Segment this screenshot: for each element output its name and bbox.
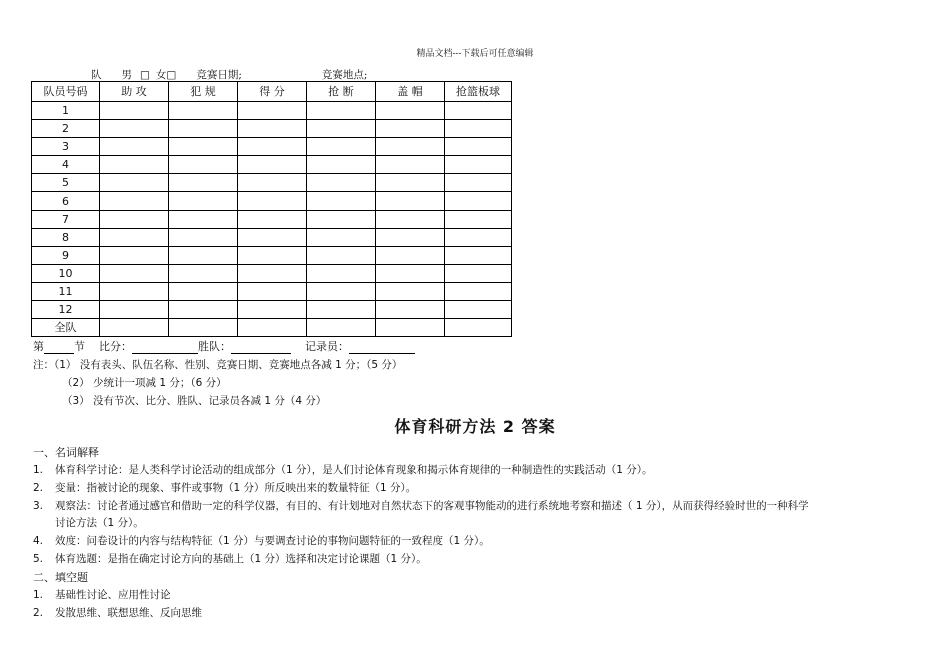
stat-cell[interactable] — [307, 282, 376, 300]
stat-cell[interactable] — [445, 156, 512, 174]
stat-cell[interactable] — [376, 319, 445, 337]
stat-cell[interactable] — [238, 246, 307, 264]
stat-cell[interactable] — [445, 102, 512, 120]
table-row — [32, 120, 512, 138]
stat-cell[interactable] — [445, 210, 512, 228]
section-1-title: 一、名词解释 — [33, 446, 99, 459]
table-row — [32, 282, 512, 300]
table-row — [32, 192, 512, 210]
stat-cell[interactable] — [238, 156, 307, 174]
col-header: 助 攻 — [100, 82, 169, 102]
document-title: 体育科研方法 2 答案 — [394, 417, 556, 436]
stat-cell[interactable] — [100, 301, 169, 319]
stat-cell[interactable] — [169, 282, 238, 300]
stat-cell[interactable] — [445, 174, 512, 192]
recorder-label: 记录员： — [305, 340, 349, 353]
stat-cell[interactable] — [169, 120, 238, 138]
definition-item: 3. 观察法：讨论者通过感官和借助一定的科学仪器，有目的、有计划地对自然状态下的客观事物能动的进行系统地考察和描述（ 1 分），从而获得经验时世的一种科学 — [33, 500, 809, 512]
stat-cell[interactable] — [376, 174, 445, 192]
stat-cell[interactable] — [376, 156, 445, 174]
stat-cell[interactable] — [169, 210, 238, 228]
section-2-title: 二、填空题 — [33, 571, 88, 584]
col-header: 抢篮板球 — [445, 82, 512, 102]
stat-cell[interactable] — [169, 174, 238, 192]
player-number-cell: 2 — [32, 120, 100, 138]
recorder-blank[interactable] — [349, 341, 415, 354]
table-row — [32, 210, 512, 228]
stat-cell[interactable] — [376, 282, 445, 300]
winner-blank[interactable] — [231, 341, 291, 354]
stat-cell[interactable] — [376, 102, 445, 120]
definition-item: 4. 效度：问卷设计的内容与结构特征（1 分）与要调查讨论的事物问题特征的一致程度（1 分）。 — [33, 535, 490, 547]
player-number-cell: 11 — [32, 282, 100, 300]
stat-cell[interactable] — [100, 319, 169, 337]
stat-cell[interactable] — [307, 120, 376, 138]
score-label: 比分： — [99, 340, 132, 353]
stat-cell[interactable] — [100, 246, 169, 264]
stat-cell[interactable] — [445, 319, 512, 337]
stat-cell[interactable] — [376, 228, 445, 246]
stat-cell[interactable] — [100, 282, 169, 300]
form-header-line — [33, 67, 427, 82]
table-row — [32, 138, 512, 156]
stat-cell[interactable] — [238, 301, 307, 319]
stat-cell[interactable] — [307, 228, 376, 246]
stat-cell[interactable] — [307, 210, 376, 228]
stat-cell[interactable] — [100, 120, 169, 138]
score-line — [33, 338, 415, 354]
definition-item: 5. 体育选题：是指在确定讨论方向的基础上（1 分）选择和决定讨论课题（1 分）。 — [33, 553, 427, 565]
stat-cell[interactable] — [445, 192, 512, 210]
stat-cell[interactable] — [169, 246, 238, 264]
stat-cell[interactable] — [445, 282, 512, 300]
female-checkbox[interactable]: □ — [166, 69, 177, 81]
venue-label: 竞赛地点; — [321, 69, 368, 81]
period-label: 节 — [74, 340, 85, 353]
player-number-cell: 全队 — [32, 319, 100, 337]
stat-cell[interactable] — [445, 246, 512, 264]
stat-cell[interactable] — [445, 301, 512, 319]
stat-cell[interactable] — [307, 246, 376, 264]
stat-cell[interactable] — [307, 264, 376, 282]
player-number-cell: 1 — [32, 102, 100, 120]
stat-cell[interactable] — [238, 192, 307, 210]
note-1: 注：（1） 没有表头、队伍名称、性别、竞赛日期、竞赛地点各减 1 分；（5 分） — [33, 359, 403, 371]
player-number-cell: 10 — [32, 264, 100, 282]
period-blank[interactable] — [44, 341, 74, 354]
stat-cell[interactable] — [100, 156, 169, 174]
stat-cell[interactable] — [307, 138, 376, 156]
stat-cell[interactable] — [307, 102, 376, 120]
table-row — [32, 174, 512, 192]
definition-item-continuation: 讨论方法（1 分）。 — [55, 517, 144, 529]
player-number-cell: 6 — [32, 192, 100, 210]
definition-item: 1. 体育科学讨论：是人类科学讨论活动的组成部分（1 分），是人们讨论体育现象和揭示体育规律的一种制造性的实践活动（1 分）。 — [33, 464, 653, 476]
player-number-cell: 8 — [32, 228, 100, 246]
stat-cell[interactable] — [100, 174, 169, 192]
player-number-cell: 3 — [32, 138, 100, 156]
stat-cell[interactable] — [238, 102, 307, 120]
stat-cell[interactable] — [376, 264, 445, 282]
note-3: （3） 没有节次、比分、胜队、记录员各减 1 分（4 分） — [62, 395, 327, 407]
stat-cell[interactable] — [445, 138, 512, 156]
stat-cell[interactable] — [169, 264, 238, 282]
table-row — [32, 301, 512, 319]
player-number-cell: 7 — [32, 210, 100, 228]
stat-cell[interactable] — [238, 319, 307, 337]
stat-cell[interactable] — [100, 102, 169, 120]
col-header: 抢 断 — [307, 82, 376, 102]
stat-cell[interactable] — [376, 120, 445, 138]
col-header: 队员号码 — [32, 82, 100, 102]
stat-cell[interactable] — [169, 301, 238, 319]
stat-cell[interactable] — [307, 192, 376, 210]
stat-cell[interactable] — [100, 210, 169, 228]
stat-cell[interactable] — [307, 156, 376, 174]
stat-cell[interactable] — [445, 228, 512, 246]
period-prefix: 第 — [33, 340, 44, 353]
stat-cell[interactable] — [238, 264, 307, 282]
player-number-cell: 9 — [32, 246, 100, 264]
stat-cell[interactable] — [376, 301, 445, 319]
player-number-cell: 5 — [32, 174, 100, 192]
stat-cell[interactable] — [445, 264, 512, 282]
table-row — [32, 102, 512, 120]
stat-cell[interactable] — [238, 174, 307, 192]
col-header: 盖 帽 — [376, 82, 445, 102]
stats-table — [31, 81, 512, 337]
stat-cell[interactable] — [169, 102, 238, 120]
stat-cell[interactable] — [238, 282, 307, 300]
male-label: 男 — [121, 69, 132, 81]
stat-cell[interactable] — [169, 138, 238, 156]
stat-cell[interactable] — [376, 192, 445, 210]
stat-cell[interactable] — [238, 120, 307, 138]
table-header-row — [32, 82, 512, 102]
stat-cell[interactable] — [376, 210, 445, 228]
col-header: 犯 规 — [169, 82, 238, 102]
table-row — [32, 264, 512, 282]
stat-cell[interactable] — [307, 301, 376, 319]
date-label: 竞赛日期; — [196, 69, 242, 81]
team-label: 队 — [91, 69, 102, 81]
stat-cell[interactable] — [169, 319, 238, 337]
fill-in-item: 1. 基础性讨论、应用性讨论 — [33, 589, 171, 601]
definition-item: 2. 变量：指被讨论的现象、事件或事物（1 分）所反映出来的数量特征（1 分）。 — [33, 482, 417, 494]
stat-cell[interactable] — [169, 228, 238, 246]
stat-cell[interactable] — [100, 138, 169, 156]
note-2: （2） 少统计一项减 1 分；（6 分） — [62, 377, 227, 389]
player-number-cell: 12 — [32, 301, 100, 319]
stat-cell[interactable] — [238, 138, 307, 156]
stat-cell[interactable] — [376, 246, 445, 264]
stat-cell[interactable] — [307, 319, 376, 337]
female-label: 女 — [155, 69, 167, 81]
stat-cell[interactable] — [100, 228, 169, 246]
table-row — [32, 156, 512, 174]
page-header-note: 精品文档---下载后可任意编辑 — [416, 49, 534, 59]
stat-cell[interactable] — [445, 120, 512, 138]
stat-cell[interactable] — [376, 138, 445, 156]
fill-in-item: 2. 发散思维、联想思维、反向思维 — [33, 607, 202, 619]
stat-cell[interactable] — [307, 174, 376, 192]
stat-cell[interactable] — [238, 228, 307, 246]
table-row — [32, 246, 512, 264]
col-header: 得 分 — [238, 82, 307, 102]
stat-cell[interactable] — [169, 192, 238, 210]
score-blank[interactable] — [132, 341, 198, 354]
player-number-cell: 4 — [32, 156, 100, 174]
table-row — [32, 319, 512, 337]
stat-cell[interactable] — [100, 264, 169, 282]
stat-cell[interactable] — [238, 210, 307, 228]
male-checkbox[interactable]: □ — [140, 69, 150, 81]
winner-label: 胜队： — [198, 340, 231, 353]
stat-cell[interactable] — [100, 192, 169, 210]
table-row — [32, 228, 512, 246]
stat-cell[interactable] — [169, 156, 238, 174]
